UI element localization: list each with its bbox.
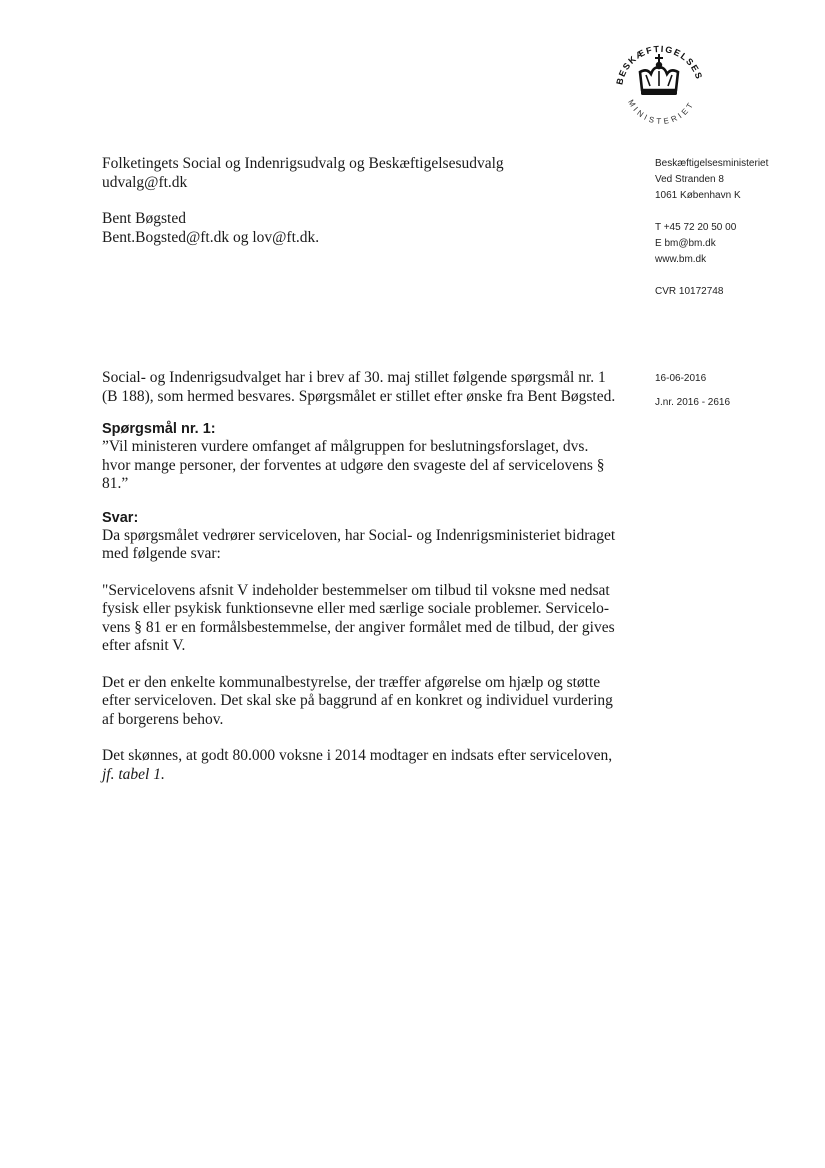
question-line: hvor mange personer, der forventes at udgøre den svageste del af servicelovens § — [102, 456, 605, 474]
paragraph-line: vens § 81 er en formålsbestemmelse, der angiver formålet med de tilbud, der gives — [102, 618, 615, 636]
sender-city: 1061 København K — [655, 190, 741, 201]
sender-org: Beskæftigelsesministeriet — [655, 158, 769, 169]
paragraph-line: fysisk eller psykisk funktionsevne eller med særlige sociale problemer. Servicelo- — [102, 600, 610, 617]
ministry-logo — [600, 28, 718, 136]
paragraph-line: Det er den enkelte kommunalbestyrelse, der træffer afgørelse om hjælp og støtte — [102, 673, 601, 691]
letter-body — [102, 369, 616, 802]
recipient-block — [102, 155, 572, 192]
journal-number: J.nr. 2016 - 2616 — [655, 397, 731, 408]
recipient-person-block — [102, 210, 572, 247]
logo-top-text: BESKÆFTIGELSES — [614, 43, 705, 86]
recipient-emails: Bent.Bogsted@ft.dk og lov@ft.dk. — [102, 228, 320, 246]
crown-icon — [600, 28, 718, 136]
sender-street: Ved Stranden 8 — [655, 174, 724, 185]
question-text — [102, 438, 612, 494]
logo-bottom-text: MINISTERIET — [626, 98, 697, 126]
answer-intro-line: med følgende svar: — [102, 545, 221, 562]
paragraph-line: af borgerens behov. — [102, 710, 224, 728]
question-line: 81.” — [102, 475, 129, 492]
sender-block — [655, 156, 820, 300]
intro-line: Social- og Indenrigsudvalget har i brev af 30. maj stillet følgende spørgsmål nr. 1 — [102, 369, 606, 386]
sender-cvr: CVR 10172748 — [655, 286, 724, 297]
recipient-email: udvalg@ft.dk — [102, 173, 188, 191]
svg-text:MINISTERIET — [626, 98, 696, 126]
answer-paragraph-1 — [102, 581, 615, 656]
letter-date: 16-06-2016 — [655, 373, 707, 384]
paragraph-line: efter afsnit V. — [102, 637, 186, 654]
intro-paragraph — [102, 369, 616, 406]
answer-heading: Svar: — [102, 509, 139, 526]
answer-intro — [102, 526, 616, 564]
answer-paragraph-3 — [102, 747, 612, 784]
intro-line: (B 188), som hermed besvares. Spørgsmålet er stillet efter ønske fra Bent Bøgsted. — [102, 387, 616, 405]
meta-block — [655, 371, 820, 411]
question-line: ”Vil ministeren vurdere omfanget af målgruppen for beslutningsforslaget, dvs. — [102, 438, 589, 455]
sender-web: www.bm.dk — [655, 254, 707, 265]
table-reference: jf. tabel 1. — [102, 765, 165, 783]
paragraph-line: efter serviceloven. Det skal ske på baggrund af en konkret og individuel vurdering — [102, 692, 613, 709]
sender-phone: T +45 72 20 50 00 — [655, 222, 737, 233]
paragraph-line: Det skønnes, at godt 80.000 voksne i 2014 modtager en indsats efter serviceloven, — [102, 747, 613, 764]
question-heading: Spørgsmål nr. 1: — [102, 421, 216, 437]
sender-email: E bm@bm.dk — [655, 238, 716, 249]
answer-intro-line: Da spørgsmålet vedrører serviceloven, har Social- og Indenrigsministeriet bidraget — [102, 526, 616, 544]
recipient-committee: Folketingets Social og Indenrigsudvalg og Beskæftigelsesudvalg — [102, 155, 504, 172]
paragraph-line: "Servicelovens afsnit V indeholder bestemmelser om tilbud til voksne med nedsat — [102, 581, 610, 599]
answer-paragraph-2 — [102, 674, 612, 730]
recipient-name: Bent Bøgsted — [102, 210, 186, 227]
